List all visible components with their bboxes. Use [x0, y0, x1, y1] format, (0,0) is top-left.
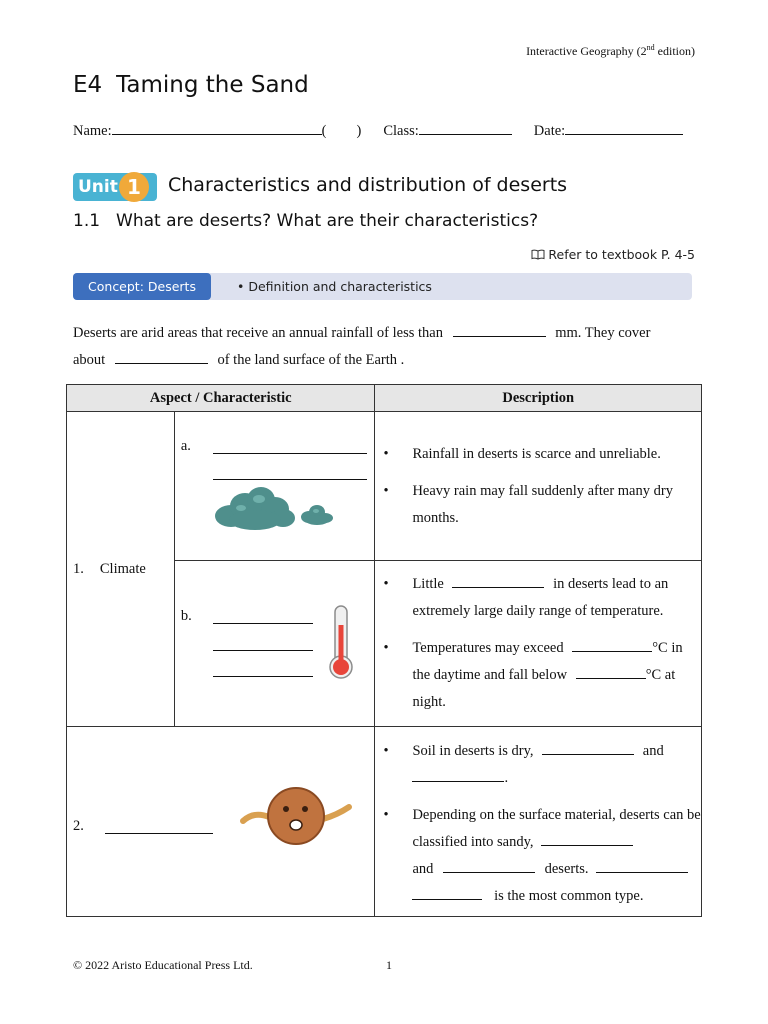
climate-b-description [375, 561, 702, 727]
book-icon [531, 249, 545, 260]
characteristics-table [66, 384, 702, 917]
thermometer-icon [325, 603, 357, 681]
climate-b-blank-2[interactable] [213, 637, 313, 651]
cloud-icon [211, 484, 341, 532]
student-info-row: Name: ( ) Class: Date: [73, 121, 695, 140]
climate-b-cell [174, 561, 375, 727]
climate-cell: 1. Climate [67, 412, 175, 727]
intro-paragraph: Deserts are arid areas that receive an annual rainfall of less than mm. They cover about of the land surface of the Earth . [73, 325, 651, 368]
textbook-reference: Refer to textbook P. 4-5 [531, 247, 695, 262]
class-field[interactable] [419, 121, 512, 135]
item-b-label: b. [180, 608, 192, 624]
edition-label: Interactive Geography (2nd edition) [526, 43, 695, 58]
climate-b-blank-1[interactable] [213, 610, 313, 624]
date-field[interactable] [565, 121, 683, 135]
rainfall-blank[interactable] [453, 323, 546, 337]
unit-badge: Unit 1 [73, 173, 157, 201]
max-temp-blank[interactable] [572, 638, 652, 652]
name-field[interactable] [112, 121, 322, 135]
climate-a-cell [174, 412, 375, 561]
item-a-label: a. [180, 438, 191, 454]
desc-item: • Rainfall in deserts is scarce and unreliable. [375, 441, 701, 468]
climate-a-description [375, 412, 702, 561]
concept-bar [73, 273, 692, 300]
aspect-2-cell [67, 727, 375, 917]
desert-type-blank-4[interactable] [412, 886, 482, 900]
min-temp-blank[interactable] [576, 665, 646, 679]
unit-title: Characteristics and distribution of deserts [168, 174, 568, 196]
soil-blank-1[interactable] [542, 741, 634, 755]
page-title: E4 Taming the Sand [73, 72, 309, 98]
page-number: 1 [386, 958, 392, 972]
desc-item: • Soil in deserts is dry, and . [375, 738, 701, 792]
climate-b-blank-3[interactable] [213, 663, 313, 677]
desert-type-blank-2[interactable] [443, 859, 535, 873]
soil-character-icon [239, 785, 355, 849]
desc-item: • Depending on the surface material, deserts can be classified into sandy, and deserts. is the most common type. [375, 802, 701, 910]
aspect-2-blank[interactable] [105, 820, 213, 834]
desert-type-blank-3[interactable] [596, 859, 688, 873]
soil-blank-2[interactable] [412, 768, 504, 782]
land-surface-blank[interactable] [115, 350, 208, 364]
concept-tag: Concept: Deserts [73, 273, 211, 300]
climate-a-blank-2[interactable] [213, 466, 367, 480]
section-title: 1.1 What are deserts? What are their characteristics? [73, 211, 539, 231]
desc-item: • Heavy rain may fall suddenly after many dry months. [375, 478, 701, 532]
desert-type-blank-1[interactable] [541, 832, 633, 846]
aspect-2-description [375, 727, 702, 917]
desc-item: • Temperatures may exceed °C in the daytime and fall below °C at night. [375, 635, 701, 716]
header-aspect: Aspect / Characteristic [67, 385, 375, 412]
little-blank[interactable] [452, 574, 544, 588]
desc-item: • Little in deserts lead to an extremely large daily range of temperature. [375, 571, 701, 625]
copyright: © 2022 Aristo Educational Press Ltd. [73, 958, 253, 972]
header-description: Description [375, 385, 702, 412]
item-2-number: 2. [73, 818, 84, 834]
climate-a-blank-1[interactable] [213, 440, 367, 454]
concept-item: • Definition and characteristics [237, 279, 432, 294]
